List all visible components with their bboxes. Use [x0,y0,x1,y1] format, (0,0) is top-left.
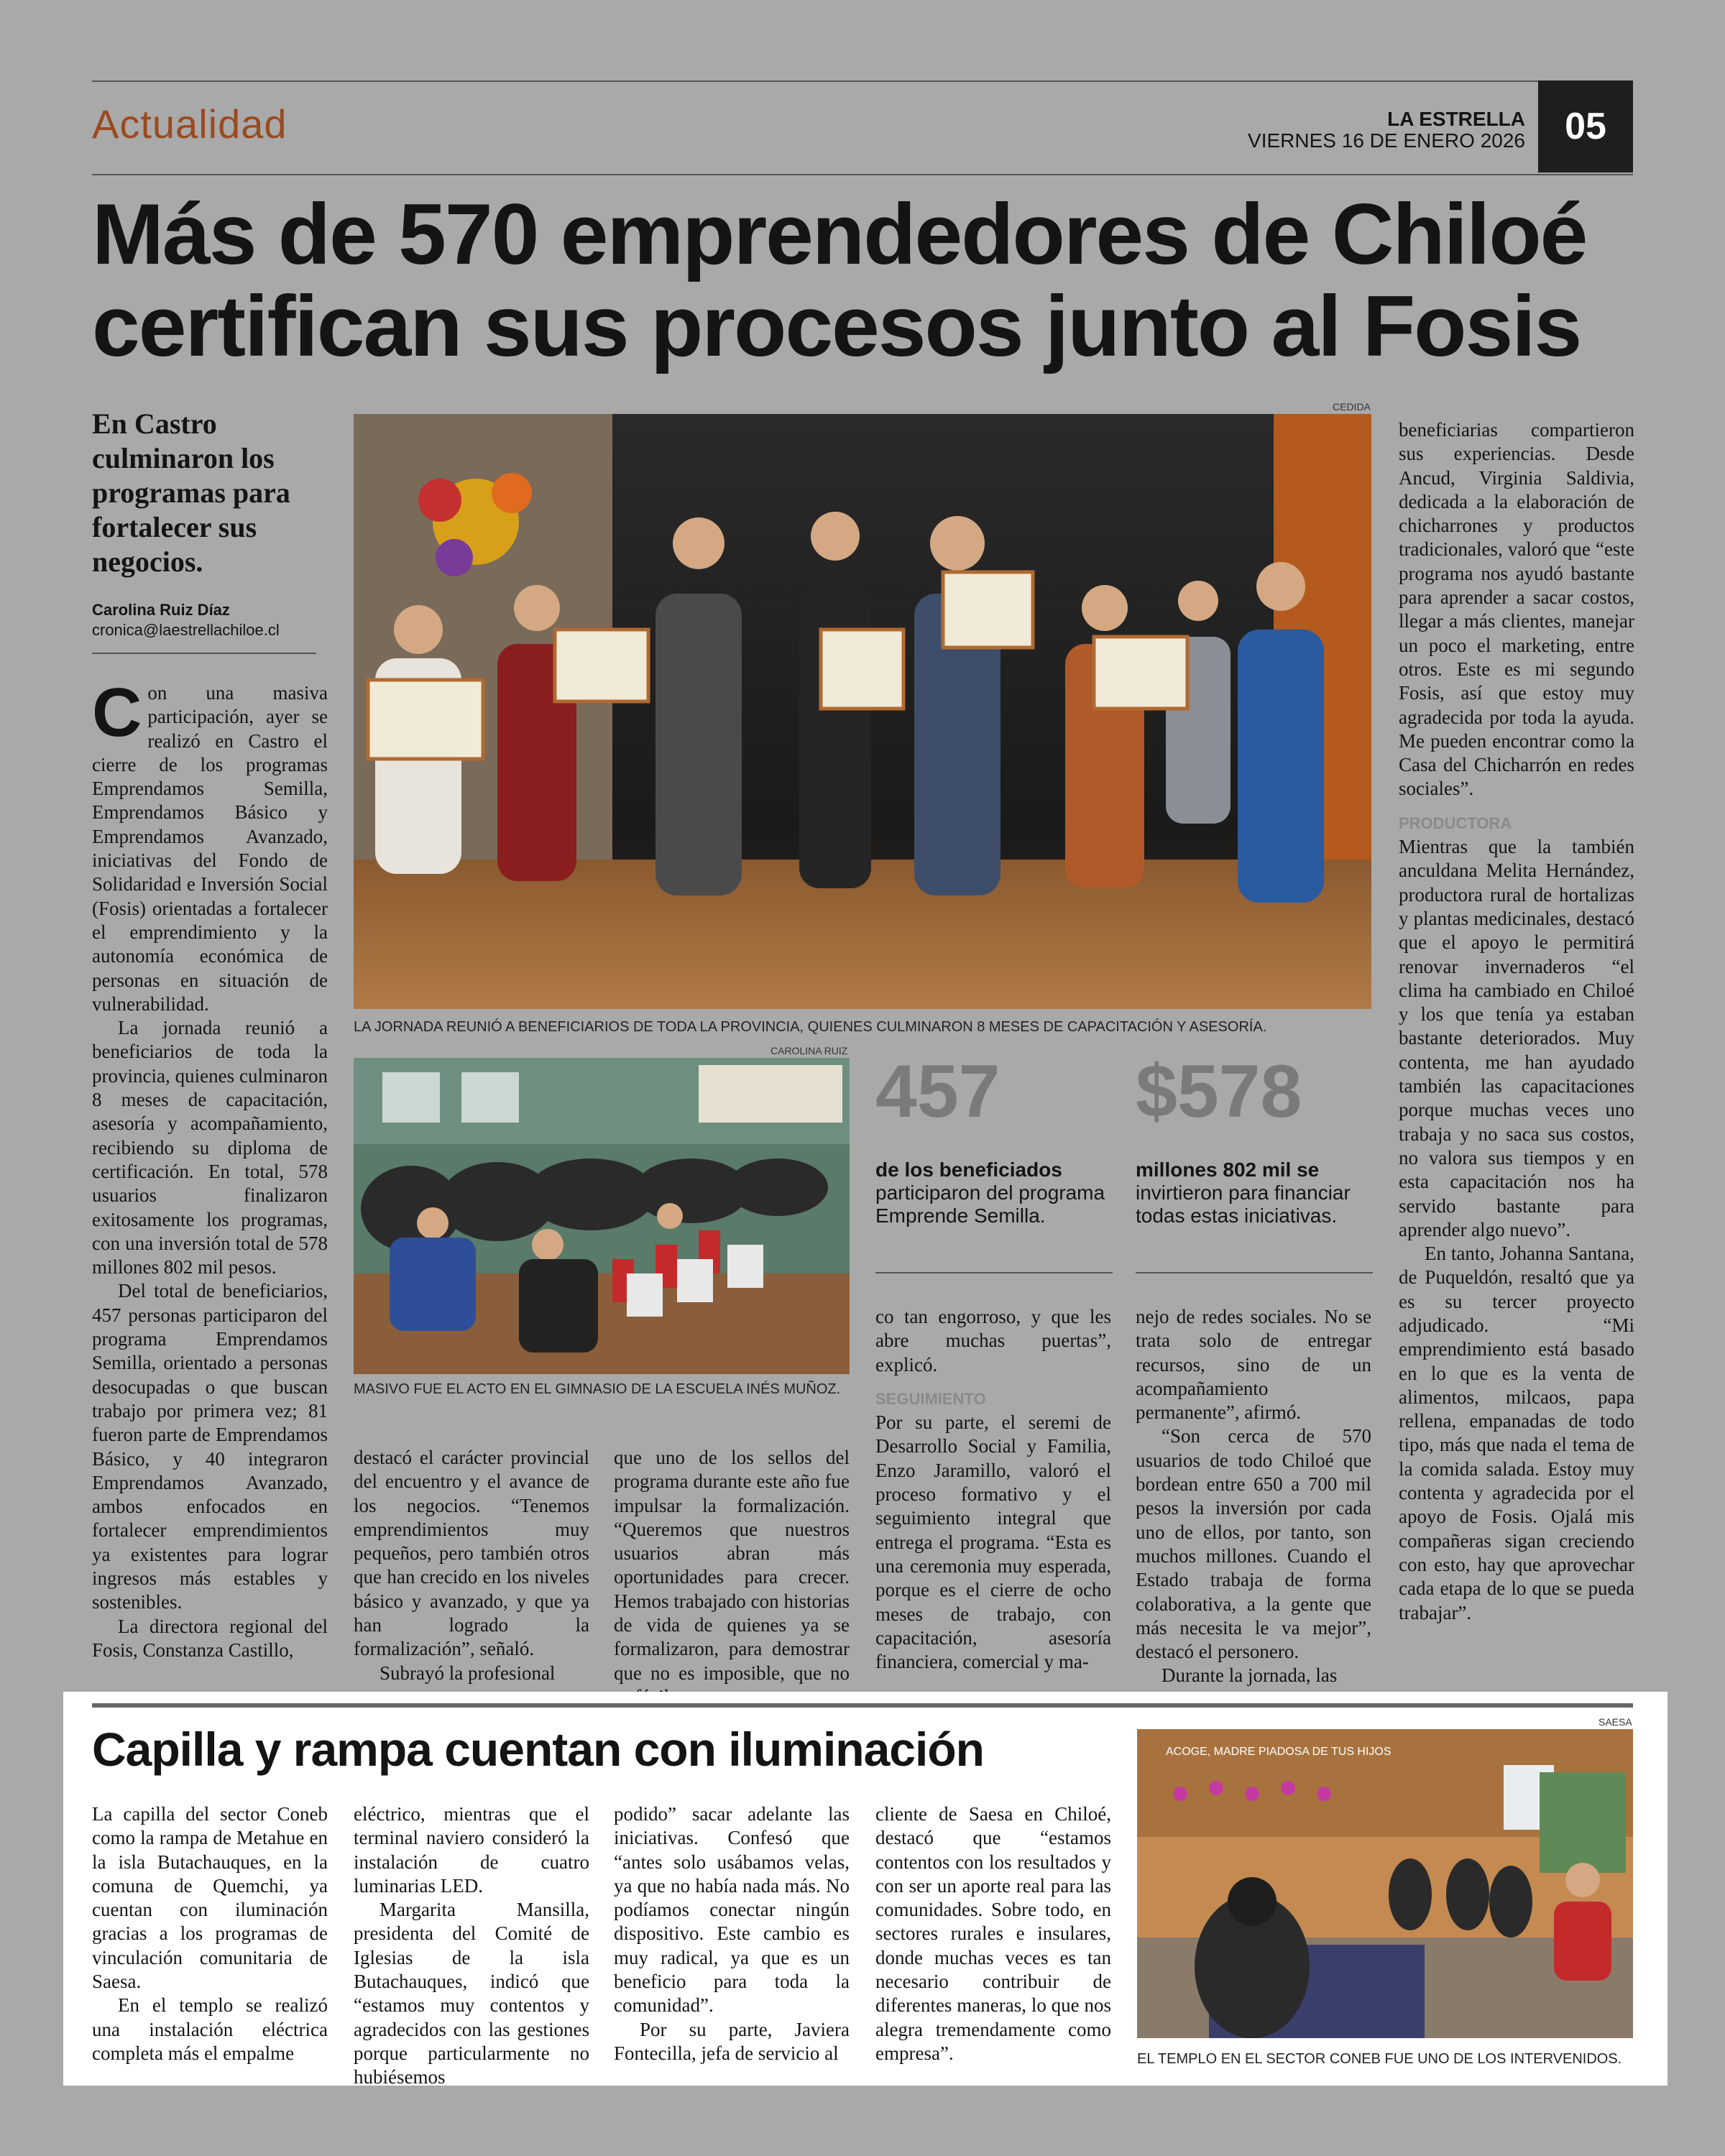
headline-line-1: Más de 570 emprendedores de Chiloé [92,186,1587,282]
stat-label-beneficiaries: participaron del programa Emprende Semilla. [875,1181,1105,1227]
paragraph: nejo de redes sociales. No se trata solo de entregar recursos, sino de un acompañamiento permanente”, afirmó. [1136,1306,1371,1424]
paragraph: En el templo se realizó una instalación eléctrica completa más el empalme [92,1994,328,2064]
chapel-banner-text: ACOGE, MADRE PIADOSA DE TUS HIJOS [1166,1746,1392,1758]
secondary-headline: Capilla y rampa cuentan con iluminación [92,1723,984,1776]
top-rule [92,80,1538,82]
drop-cap: C [92,674,142,751]
paragraph: Por su parte, Javiera Fontecilla, jefa de servicio al [614,2018,850,2064]
paragraph: Durante la jornada, las [1162,1664,1338,1687]
article-column-2 [354,1446,589,1690]
stat-number-investment: $578 [1136,1050,1302,1133]
stat-label-investment: invirtieron para financiar todas estas iniciativas. [1136,1181,1351,1227]
byline-author: Carolina Ruiz Díaz [92,601,230,619]
paragraph: cliente de Saesa en Chiloé, destacó que “estamos contentos con los resultados y con ser un aporte real para las comunidades. Sobre todo, en sectores rurales e insulares, donde muchas veces es tan necesario contribuir de diferentes maneras, lo que nos alegra tremendamente como empresa”. [875,1803,1111,2064]
photo-caption-box: EL TEMPLO EN EL SECTOR CONEB FUE UNO DE LOS INTERVENIDOS. [1137,2051,1622,2067]
paragraph: Por su parte, el seremi de Desarrollo Social y Familia, Enzo Jaramillo, valoró el proceso formativo y el seguimiento integral que entrega el programa. “Esta es una ceremonia muy esperada, porque es el cierre de ocho meses de trabajo, con capacitación, asesoría financiera, comercial y ma- [875,1411,1111,1673]
paragraph: Margarita Mansilla, presidenta del Comité de Iglesias de la isla Butachauques, indicó que “estamos muy contentos y agradecidos con las gestiones porque particularmente no hubiésemos [354,1899,589,2088]
paragraph: La directora regional del Fosis, Constanza Castillo, [92,1615,328,1661]
paragraph: La capilla del sector Coneb como la rampa de Metahue en la isla Butachauques, en la comuna de Quemchi, ya cuentan con iluminación gracias a los programas de vinculación comunitaria de Saesa. [92,1803,328,1993]
paragraph: Mientras que la también anculdana Melita Hernández, productora rural de hortalizas y plantas medicinales, destacó que el apoyo le permitirá renovar invernaderos “el clima ha cambiado en Chiloé y los que tenía ya estaban bastante deteriorados. Muy contenta, me han ayudado también las capacitaciones porque muchas veces uno trabaja y no saca sus costos, no valora sus tiempos y en esta capacitación nos ha servido bastante para aprender algo nuevo”. [1399,836,1634,1240]
article-column-6 [1399,418,1634,1690]
paragraph: En tanto, Johanna Santana, de Puqueldón, resaltó que ya es su tercer proyecto adjudicado. “Mi emprendimiento está basado en lo que es la venta de alimentos, milcaos, papa rellena, empanadas de todo tipo, más que nada el tema de la comida salada. Estoy muy contenta y agradecida por el apoyo de Fosis. Ojalá mis compañeras sigan creciendo con esto, hay que aprovechar cada etapa de lo que se pueda trabajar”. [1399,1243,1634,1623]
stat-label-bold-beneficiaries: de los beneficiados [875,1158,1062,1181]
box-top-rule [92,1703,1633,1708]
photo-caption-secondary: MASIVO FUE EL ACTO EN EL GIMNASIO DE LA ESCUELA INÉS MUÑOZ. [354,1381,841,1397]
stat-number-beneficiaries: 457 [875,1050,1000,1133]
ceremony-photo-illustration [354,414,1371,1009]
box-column-1 [92,1802,328,2078]
subheading: PRODUCTORA [1399,814,1512,832]
audience-photo-illustration [354,1058,850,1374]
headline-line-2: certifican sus procesos junto al Fosis [92,278,1581,374]
paragraph: beneficiarias compartieron sus experiencias. Desde Ancud, Virginia Saldivia, dedicada a la elaboración de chicharrones y productos tradicionales, valoró que “este programa nos ayudó bastante para aprender a sacar costos, llegar a más clientes, manejar un poco el marketing, entre otros. Este es mi segundo Fosis, así que estoy muy agradecida por toda la ayuda. Me pueden encontrar como la Casa del Chicharrón en redes sociales”. [1399,419,1634,800]
newspaper-name: LA ESTRELLA [1387,108,1525,130]
chapel-photo-illustration [1137,1729,1633,2038]
header-rule [92,174,1633,175]
page-number: 05 [1538,80,1633,172]
paragraph: eléctrico, mientras que el terminal naviero consideró la instalación de cuatro luminarias LED. [354,1803,589,1897]
article-column-4 [875,1305,1111,1690]
paragraph: Subrayó la profesional [380,1662,556,1684]
stat-rule-2 [1136,1272,1373,1273]
section-label: Actualidad [92,101,288,147]
paragraph: podido” sacar adelante las iniciativas. Confesó que “antes solo usábamos velas, ya que no había nada más. No podíamos conectar ningún dispositivo. Este cambio es muy radical, ya que es un beneficio para toda la comunidad”. [614,1803,850,2017]
stat-label-bold-investment: millones 802 mil se [1136,1158,1320,1181]
issue-date: VIERNES 16 DE ENERO 2026 [1248,129,1525,152]
box-column-2 [354,1802,589,2088]
byline-email: cronica@laestrellachiloe.cl [92,621,280,639]
box-column-3 [614,1802,850,2078]
article-column-5 [1136,1305,1371,1690]
photo-caption-main: LA JORNADA REUNIÓ A BENEFICIARIOS DE TODA LA PROVINCIA, QUIENES CULMINARON 8 MESES DE CAPACITACIÓN Y ASESORÍA. [354,1019,1267,1035]
article-headline [92,188,1644,372]
paragraph: que uno de los sellos del programa durante este año fue impulsar la formalización. “Queremos que nuestros usuarios abran más oportunidades para crecer. Hemos trabajado con historias de vida de quienes ya se formalizaron, para demostrar que no es imposible, que no [614,1447,850,1684]
stat-rule-1 [875,1272,1113,1273]
subheading: SEGUIMIENTO [875,1389,986,1408]
photo-credit-main: CEDIDA [1333,401,1371,413]
secondary-photo [354,1058,850,1374]
box-photo [1137,1729,1633,2038]
photo-credit-box: SAESA [1598,1716,1632,1728]
paragraph: on una masiva participación, ayer se realizó en Castro el cierre de los programas Emprendamos Semilla, Emprendamos Básico y Emprendamos Avanzado, iniciativas del Fondo de Solidaridad e Inversión Social (Fosis) orientadas a fortalecer el emprendimiento y la autonomía económica de personas en situación de vulnerabilidad. [92,682,328,1015]
paragraph: Del total de beneficiarios, 457 personas participaron del programa Emprendamos Semilla, orientado a personas desocupadas o que buscan trabajo por primera vez; 81 fueron parte de Emprendamos Básico, y 40 integraron Emprendamos Avanzado, ambos enfocados en fortalecer emprendimientos ya existentes para lograr ingresos más estables y sostenibles. [92,1280,328,1613]
paragraph: La jornada reunió a beneficiarios de toda la provincia, quienes culminaron 8 meses de capacitación, asesoría y acompañamiento, recibiendo su diploma de certificación. En total, 578 usuarios finalizaron exitosamente los programas, con una inversión total de 578 millones 802 mil pesos. [92,1017,328,1279]
byline-rule [92,653,316,654]
paragraph: co tan engorroso, y que les abre muchas puertas”, explicó. [875,1306,1111,1376]
photo-credit-secondary: CAROLINA RUIZ [770,1045,848,1056]
paragraph: “Son cerca de 570 usuarios de todo Chiloé que bordean entre 650 a 700 mil pesos la inversión por cada uno de ellos, por tanto, son muchos millones. Cuando el Estado trabaja de forma colaborativa, a la gente que más necesita le va mejor”, destacó el personero. [1136,1425,1371,1663]
article-lede: En Castro culminaron los programas para fortalecer sus negocios. [92,407,290,578]
article-column-1 [92,674,328,1687]
main-photo [354,414,1371,1009]
box-column-4 [875,1802,1111,2078]
paragraph: destacó el carácter provincial del encuentro y el avance de los negocios. “Tenemos emprendimientos muy pequeños, pero también otros que han crecido en los niveles básico y avanzado, y que ya han logrado la formalización”, señaló. [354,1447,589,1660]
article-column-3 [614,1446,850,1690]
